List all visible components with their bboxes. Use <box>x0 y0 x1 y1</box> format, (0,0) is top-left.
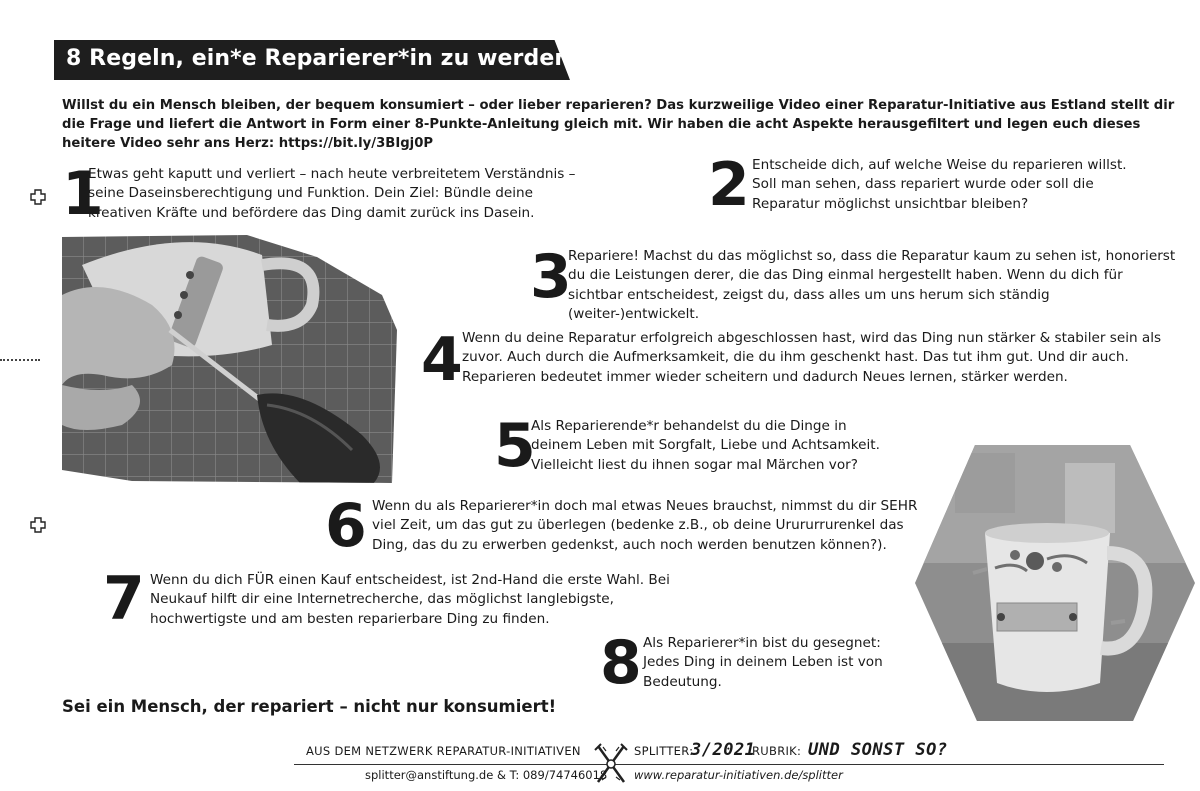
rule-text-2: Entscheide dich, auf welche Weise du reparieren willst. Soll man sehen, dass repariert wurde oder soll die Reparatur möglichst unsichtbar bleiben? <box>752 157 1127 212</box>
footer-rubrik-label: RUBRIK: <box>752 744 802 758</box>
footer-contact: splitter@anstiftung.de & T: 089/74746018 <box>365 768 608 782</box>
repaired-cup-photo <box>915 443 1195 723</box>
footer-divider <box>294 764 1164 765</box>
fold-mark <box>0 359 40 361</box>
rule-number-4: 4 <box>421 325 461 395</box>
closing-statement: Sei ein Mensch, der repariert – nicht nur konsumiert! <box>62 697 557 716</box>
rule-number-1: 1 <box>62 159 102 229</box>
rule-number-7: 7 <box>103 564 143 634</box>
crop-mark-icon <box>30 517 46 533</box>
rule-number-3: 3 <box>530 242 570 312</box>
repair-photo-screwdriver <box>62 235 397 485</box>
footer-splitter-label: SPLITTER: <box>634 744 694 758</box>
footer-url: www.reparatur-initiativen.de/splitter <box>634 768 843 782</box>
rule-text-8: Als Reparierer*in bist du gesegnet: Jedes Ding in deinem Leben ist von Bedeutung. <box>643 635 883 690</box>
rule-text-7: Wenn du dich FÜR einen Kauf entscheidest, ist 2nd-Hand die erste Wahl. Bei Neukauf hilft dir eine Internetrecherche, das möglichst langlebigste, hochwertigste und am besten reparierbare Ding zu finden. <box>150 572 670 627</box>
rule-number-8: 8 <box>600 628 640 698</box>
intro-paragraph: Willst du ein Mensch bleiben, der bequem konsumiert – oder lieber reparieren? Das kurzweilige Video einer Reparatur-Initiative aus Estland stellt dir die Frage und liefert die Antwort in Form einer 8-Punkte-Anleitung gleich mit. Wir haben die acht Aspekte herausgefiltert und legen euch dieses heitere Video sehr ans Herz: https://bit.ly/3BIgj0P <box>62 98 1175 151</box>
rule-number-2: 2 <box>708 150 748 220</box>
rule-text-3: Repariere! Machst du das möglichst so, dass die Reparatur kaum zu sehen ist, honorierst du die Leistungen derer, die das Ding einmal hergestellt haben. Wenn du dich für sichtbar entscheidest, zeigst du, dass alles um uns herum sich ständig (weiter-)entwickelt. <box>568 248 1176 323</box>
footer-network: AUS DEM NETZWERK REPARATUR-INITIATIVEN <box>306 744 581 758</box>
crop-mark-icon <box>30 189 46 205</box>
footer-issue: 3/2021 <box>691 740 756 760</box>
rule-text-1: Etwas geht kaputt und verliert – nach heute verbreitetem Verständnis – seine Daseinsberechtigung und Funktion. Dein Ziel: Bündle deine kreativen Kräfte und befördere das Ding damit zurück ins Dasein. <box>88 166 576 221</box>
rule-number-5: 5 <box>494 411 534 481</box>
rule-number-6: 6 <box>325 491 365 561</box>
page-title: 8 Regeln, ein*e Reparierer*in zu werden <box>66 46 571 71</box>
rule-text-6: Wenn du als Reparierer*in doch mal etwas Neues brauchst, nimmst du dir SEHR viel Zeit, um das gut zu überlegen (bedenke z.B., ob deine Urururrurenkel das Ding, das du zu erwerben gedenkst, auch noch werden benutzen können?). <box>372 498 918 553</box>
footer-rubrik: UND SONST SO? <box>808 740 948 760</box>
rule-text-5: Als Reparierende*r behandelst du die Dinge in deinem Leben mit Sorgfalt, Liebe und Achtsamkeit. Vielleicht liest du ihnen sogar mal Märchen vor? <box>531 418 880 473</box>
rule-text-4: Wenn du deine Reparatur erfolgreich abgeschlossen hast, wird das Ding nun stärker & stabiler sein als zuvor. Auch durch die Aufmerksamkeit, die du ihm geschenkt hast. Das tut ihm gut. Und dir auch. Reparieren bedeutet immer wieder scheitern und dadurch Neues lernen, stärker werden. <box>462 330 1162 385</box>
